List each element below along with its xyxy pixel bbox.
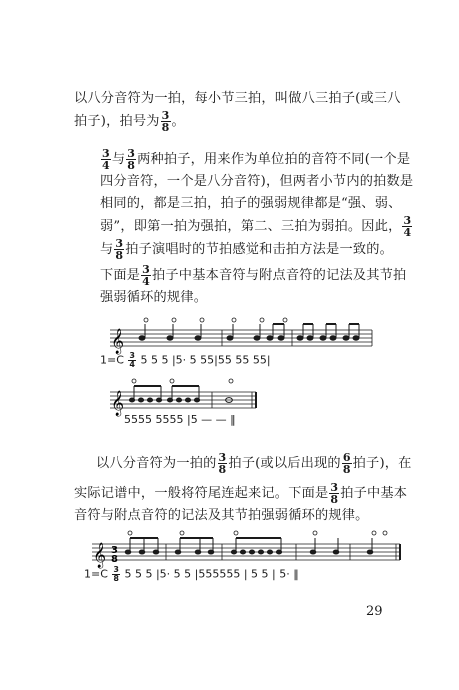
treble-clef-icon: 𝄞 <box>93 543 107 568</box>
para1-text: 以八分音符为一拍，每小节三拍，叫做八三拍子(或三八拍子)，拍号为 <box>74 91 401 129</box>
meter-3-8: $\frac{3}{8}$ <box>113 565 119 583</box>
paragraph-1: 以八分音符为一拍，每小节三拍，叫做八三拍子(或三八拍子)，拍号为 $\frac{3}{8}$ 。 <box>74 91 401 134</box>
fraction-3-4: $\frac{3}{4}$ <box>102 147 110 172</box>
fraction-3-8: $\frac{3}{8}$ <box>330 481 339 506</box>
fraction-3-4: $\frac{3}{4}$ <box>142 263 151 288</box>
fraction-3-8: $\frac{3}{8}$ <box>218 451 227 476</box>
fraction-3-4: $\frac{3}{4}$ <box>403 214 412 239</box>
meter-3-4: $\frac{3}{4}$ <box>129 351 135 369</box>
meter-3-8: 3 <box>111 545 118 556</box>
paragraph-4: 以八分音符为一拍的 $\frac{3}{8}$ 拍子(或以后出现的 $\frac{6}{8}$ 拍子)，在 <box>96 451 412 476</box>
fraction-3-8: $\frac{3}{8}$ <box>161 109 170 134</box>
paragraph-5: 实际记谱中，一般将符尾连起来记。下面是 $\frac{3}{8}$ 拍子中基本音符与附点音符的记法及其节拍强弱循环的规律。 <box>74 481 408 523</box>
jianpu-line-2: 5555 5555 |5 — — ‖ <box>124 413 236 426</box>
fraction-6-8: $\frac{6}{8}$ <box>342 451 351 476</box>
jianpu-line-1: 1=C $\frac{3}{4}$ 5 5 5 |5· 5 55|55 55 55| <box>100 351 271 369</box>
fraction-3-8: $\frac{3}{8}$ <box>115 237 124 262</box>
accent-marks-1 <box>144 318 287 322</box>
accent-marks-3 <box>128 531 387 535</box>
accent-marks-2 <box>132 379 233 383</box>
svg-text:8: 8 <box>111 554 118 565</box>
treble-clef-icon: 𝄞 <box>111 329 125 354</box>
fraction-3-8: $\frac{3}{8}$ <box>127 147 136 172</box>
paragraph-3: 下面是 $\frac{3}{4}$ 拍子中基本音符与附点音符的记法及其节拍强弱循环的规律。 <box>100 263 407 305</box>
treble-clef-icon: 𝄞 <box>111 391 125 416</box>
jianpu-line-3: 1=C $\frac{3}{8}$ 5 5 5 |5· 5 5 |555555 | 5 5 | 5· ‖ <box>84 565 299 583</box>
paragraph-2: $\frac{3}{4}$ 与 $\frac{3}{8}$ 两种拍子，用来作为单位拍的音符不同(一个是四分音符，一个是八分音符)，但两者小节内的拍数是相同的，都是三拍，拍子的强弱规律都是“强、弱、弱”，即第一拍为强拍，第二、三拍为弱拍。因此， $\frac{3}{4}$ 与 $\frac{3}{8}$ 拍子演唱时的节拍感觉和击拍方法是一致的。 <box>100 147 414 262</box>
page-number: 29 <box>366 604 383 619</box>
